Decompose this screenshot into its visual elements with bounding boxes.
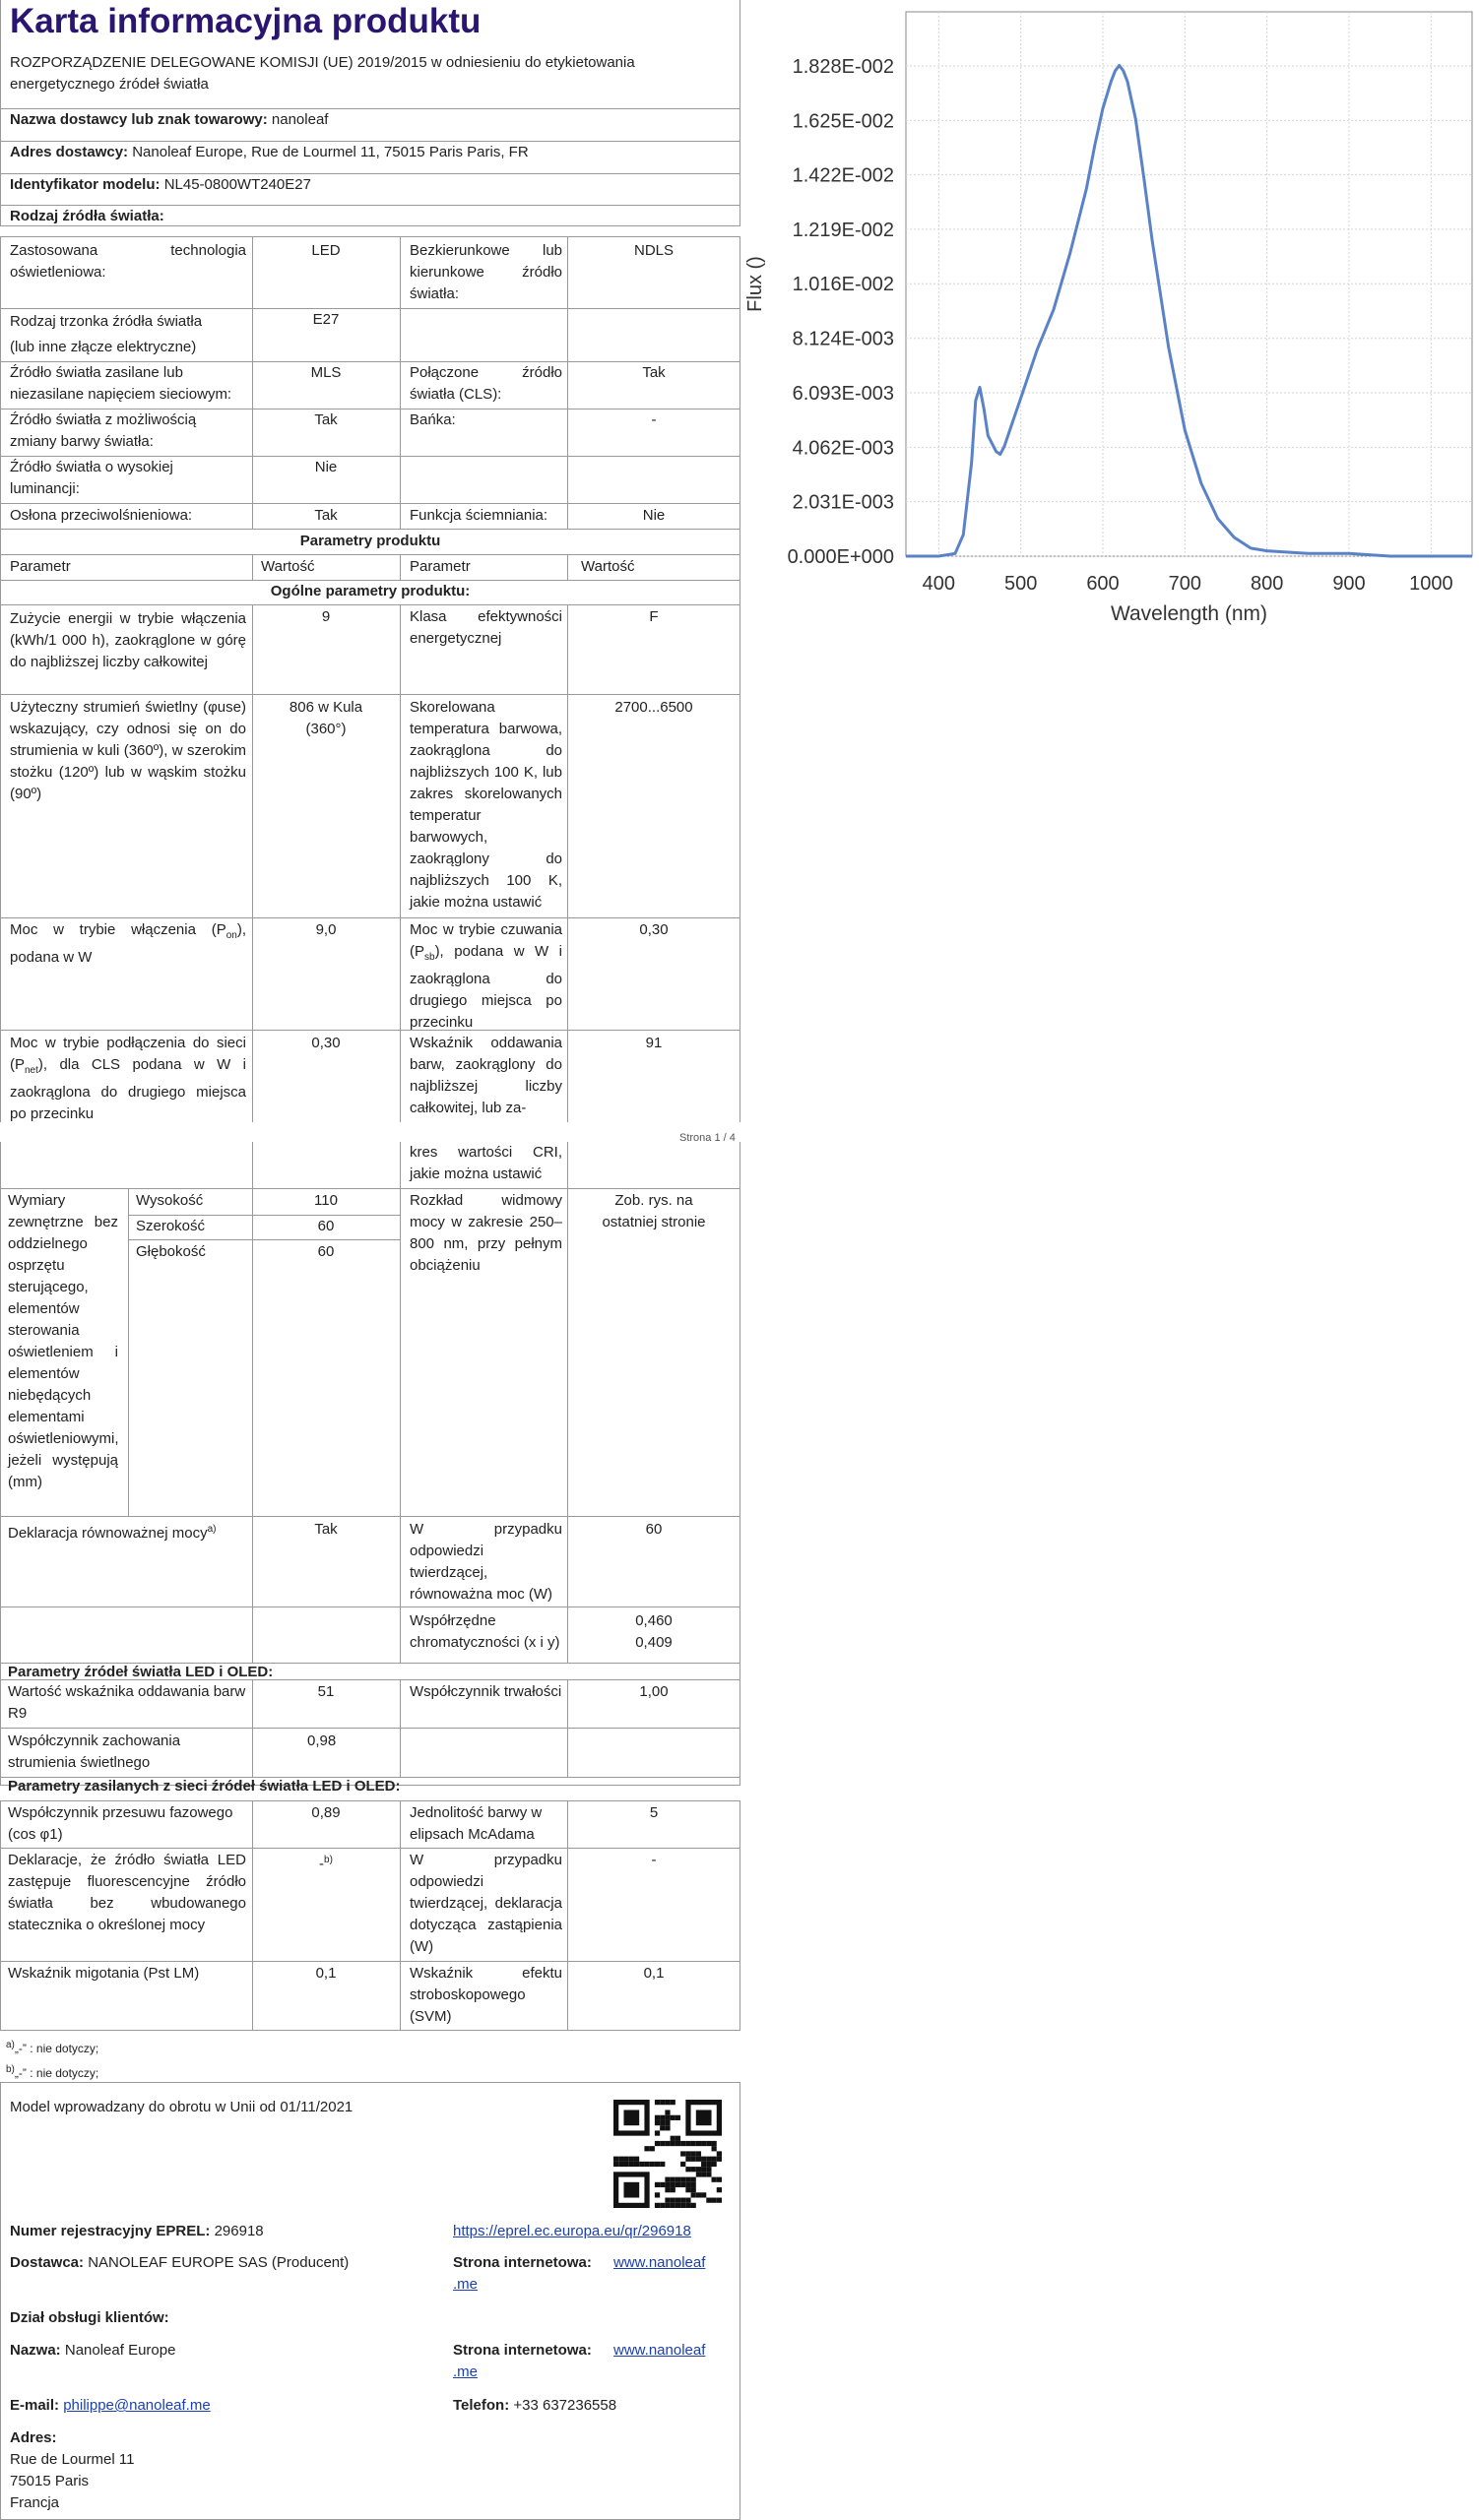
hl-value: Nie: [314, 459, 338, 475]
cap-label-a: Rodzaj trzonka źródła światła: [10, 313, 203, 330]
psb-label: Moc w trybie czuwania $(P_{sb})$, podana w W i zaokrąglona do drugiego miejsca po przecinku: [410, 921, 562, 1031]
equiv-power-value: 60: [645, 1521, 663, 1538]
y-tick-label: 4.062E-003: [792, 437, 894, 460]
eprel-row: Numer rejestracyjny EPREL: 296918: [10, 2223, 264, 2239]
model-value: NL45-0800WT240E27: [163, 176, 311, 193]
y-tick-label: 2.031E-003: [792, 491, 894, 514]
supplier-row: [10, 109, 328, 131]
supplier-footer-row: Dostawca: NANOLEAF EUROPE SAS (Producent): [10, 2254, 350, 2271]
mcadam-value: 5: [649, 1804, 659, 1821]
height-label: Wysokość: [136, 1192, 204, 1209]
spd-value: Zob. rys. na ostatniej stronie: [602, 1192, 706, 1230]
web-label: Strona internetowa:: [453, 2254, 592, 2271]
pnet-label: Moc w trybie podłączenia do sieci $(P_{net})$, dla CLS podana w W i zaokrąglona do drugiego miejsca po przecinku: [10, 1035, 246, 1122]
equiv-label: Deklaracja równoważnej mocy$^{a)}$: [8, 1524, 217, 1542]
energy-value: 9: [321, 608, 331, 625]
pon-label: Moc w trybie włączenia $(P_{on})$, podana w W: [10, 921, 246, 966]
y-tick-label: 1.422E-002: [792, 164, 894, 187]
eprel-link[interactable]: https://eprel.ec.europa.eu/qr/296918: [453, 2223, 691, 2239]
supplier-label: Nazwa dostawcy lub znak towarowy:: [10, 111, 268, 128]
chroma-y: 0,409: [635, 1634, 673, 1651]
qr-code-icon[interactable]: [613, 2100, 722, 2208]
y-tick-label: 1.828E-002: [792, 56, 894, 79]
col-value2: Wartość: [581, 558, 635, 575]
x-tick-label: 700: [1168, 573, 1202, 595]
web-link-2b[interactable]: .me: [453, 2363, 479, 2380]
x-tick-label: 800: [1250, 573, 1284, 595]
r9-value: 51: [317, 1683, 335, 1700]
flux-label: Użyteczny strumień świetlny (φuse) wskazujący, czy odnosi się on do strumienia w kuli (360º), w szerokim stożku (120º) lub w wąskim stożku (90º): [10, 699, 246, 802]
cct-label: Skorelowana temperatura barwowa, zaokrąglona do najbliższych 100 K, lub zakres skorelowanych temperatur barwowych, zaokrąglony do najbliższych 100 K, jakie można ustawić: [410, 699, 562, 911]
led-header: Parametry źródeł światła LED i OLED:: [8, 1664, 274, 1680]
y-axis-label: Flux (): [744, 256, 766, 312]
tunable-label: Źródło światła z możliwością zmiany barwy światła:: [10, 411, 197, 450]
lumen-maint-value: 0,98: [307, 1732, 337, 1749]
footnote-b: $^{b)}$„-” : nie dotyczy;: [6, 2064, 99, 2080]
chroma-x: 0,460: [635, 1612, 673, 1629]
height-value: 110: [314, 1192, 338, 1209]
class-label: Klasa efektywności energetycznej: [410, 608, 562, 647]
equiv-value: Tak: [314, 1521, 338, 1538]
survival-value: 1,00: [639, 1683, 669, 1700]
dimming-value: Nie: [642, 507, 666, 524]
y-tick-label: 1.219E-002: [792, 219, 894, 241]
mains-label: Źródło światła zasilane lub niezasilane napięciem sieciowym:: [10, 364, 232, 403]
tech-label: Zastosowana technologia oświetleniowa:: [10, 242, 246, 281]
envelope-value: -: [651, 411, 657, 428]
regulation-text: ROZPORZĄDZENIE DELEGOWANE KOMISJI (UE) 2019/2015 w odniesieniu do etykietowania energetycznego źródeł światła: [10, 54, 635, 93]
x-tick-label: 900: [1332, 573, 1366, 595]
survival-label: Współczynnik trwałości: [410, 1683, 562, 1700]
replacement-value: -: [651, 1852, 657, 1868]
tech-value: LED: [311, 242, 341, 259]
width-value: 60: [317, 1218, 335, 1234]
address-label-footer: Adres:: [10, 2429, 57, 2446]
pst-label: Wskaźnik migotania (Pst LM): [8, 1965, 200, 1982]
svm-label: Wskaźnik efektu stroboskopowego (SVM): [410, 1965, 562, 2025]
cosphi-label: Współczynnik przesuwu fazowego (cos φ1): [8, 1804, 233, 1843]
page-title: Karta informacyjna produktu: [10, 2, 482, 40]
spectrum-chart: [743, 0, 1479, 640]
cap-value: E27: [312, 311, 340, 328]
pst-value: 0,1: [315, 1965, 337, 1982]
address-row: [10, 142, 529, 163]
mains-header: Parametry zasilanych z sieci źródeł światła LED i OLED:: [8, 1778, 401, 1795]
cs-name-row: Nazwa: Nanoleaf Europe: [10, 2342, 176, 2359]
cls-value: Tak: [642, 364, 666, 381]
x-tick-label: 500: [1003, 573, 1038, 595]
flux-value: 806 w Kula (360°): [289, 699, 363, 737]
email-row: E-mail: philippe@nanoleaf.me: [10, 2397, 211, 2414]
cct-value: 2700...6500: [614, 699, 693, 716]
depth-label: Głębokość: [136, 1243, 206, 1260]
width-label: Szerokość: [136, 1218, 206, 1234]
customer-service-header: Dział obsługi klientów:: [10, 2309, 169, 2326]
fluorescent-label: Deklaracje, że źródło światła LED zastępuje fluorescencyjne źródło światła bez wbudowanego statecznika o określonej mocy: [8, 1852, 246, 1933]
model-label: Identyfikator modelu:: [10, 176, 161, 193]
spd-label: Rozkład widmowy mocy w zakresie 250–800 nm, przy pełnym obciążeniu: [410, 1192, 562, 1274]
class-value: F: [649, 608, 659, 625]
source-type-header: Rodzaj źródła światła:: [10, 208, 164, 224]
energy-label: Zużycie energii w trybie włączenia (kWh/1 000 h), zaokrąglone w górę do najbliższej liczby całkowitej: [10, 610, 246, 670]
page-number: Strona 1 / 4: [679, 1132, 736, 1144]
glare-label: Osłona przeciwolśnieniowa:: [10, 507, 193, 524]
hl-label: Źródło światła o wysokiej luminancji:: [10, 459, 173, 497]
y-tick-label: 8.124E-003: [792, 328, 894, 350]
directional-value: NDLS: [633, 242, 674, 259]
glare-value: Tak: [314, 507, 338, 524]
web-link-1b[interactable]: .me: [453, 2276, 479, 2293]
x-tick-label: 400: [922, 573, 956, 595]
mains-value: MLS: [310, 364, 342, 381]
address-value: Nanoleaf Europe, Rue de Lourmel 11, 75015 Paris Paris, FR: [132, 144, 529, 160]
x-axis-label: Wavelength (nm): [1110, 602, 1268, 625]
cls-label: Połączone źródło światła (CLS):: [410, 364, 562, 403]
dimming-label: Funkcja ściemniania:: [410, 507, 548, 524]
depth-value: 60: [317, 1243, 335, 1260]
col-value: Wartość: [261, 558, 315, 575]
cri-label-1: Wskaźnik oddawania barw, zaokrąglony do najbliższej liczby całkowitej, lub za-: [410, 1035, 562, 1116]
address-line-2: 75015 Paris: [10, 2473, 90, 2489]
x-tick-label: 600: [1086, 573, 1120, 595]
mcadam-label: Jednolitość barwy w elipsach McAdama: [410, 1804, 543, 1843]
web2-label: Strona internetowa:: [453, 2342, 592, 2359]
y-tick-label: 0.000E+000: [787, 546, 894, 568]
cosphi-value: 0,89: [311, 1804, 341, 1821]
equiv-power-label: W przypadku odpowiedzi twierdzącej, równoważna moc (W): [410, 1521, 562, 1603]
directional-label: Bezkierunkowe lub kierunkowe źródło światła:: [410, 242, 562, 302]
pon-value: 9,0: [315, 921, 337, 938]
web-link-2[interactable]: www.nanoleaf: [613, 2342, 706, 2359]
col-param2: Parametr: [410, 558, 471, 575]
y-tick-label: 1.625E-002: [792, 110, 894, 133]
email-link[interactable]: philippe@nanoleaf.me: [63, 2397, 211, 2414]
cri-label-2: kres wartości CRI, jakie można ustawić: [410, 1144, 562, 1182]
cap-label-b: (lub inne złącze elektryczne): [10, 339, 197, 355]
x-tick-label: 1000: [1409, 573, 1453, 595]
pnet-value: 0,30: [311, 1035, 341, 1051]
psb-value: 0,30: [639, 921, 669, 938]
phone-row: Telefon: +33 637236558: [453, 2397, 617, 2414]
cri-value: 91: [645, 1035, 663, 1051]
address-label: Adres dostawcy:: [10, 144, 129, 160]
product-params-header: Parametry produktu: [299, 533, 441, 549]
tunable-value: Tak: [314, 411, 338, 428]
supplier-value: nanoleaf: [271, 111, 329, 128]
market-intro: Model wprowadzany do obrotu w Unii od 01/11/2021: [10, 2099, 354, 2115]
fluorescent-value: -$^{b)}$: [319, 1855, 333, 1872]
envelope-label: Bańka:: [410, 411, 456, 428]
chroma-label: Współrzędne chromatyczności (x i y): [410, 1612, 560, 1651]
model-row: [10, 174, 311, 196]
address-line-3: Francja: [10, 2494, 60, 2511]
general-header: Ogólne parametry produktu:: [270, 583, 471, 599]
y-tick-label: 1.016E-002: [792, 274, 894, 296]
lumen-maint-label: Współczynnik zachowania strumienia świetlnego: [8, 1732, 181, 1771]
dims-label: Wymiary zewnętrzne bez oddzielnego osprzętu sterującego, elementów sterowania oświetleniem i elementów niebędących elementami oświetleniowymi, jeżeli występują (mm): [8, 1192, 119, 1490]
footnote-a: $^{a)}$„-” : nie dotyczy;: [6, 2040, 99, 2055]
r9-label: Wartość wskaźnika oddawania barw R9: [8, 1683, 246, 1722]
y-tick-label: 6.093E-003: [792, 383, 894, 406]
svm-value: 0,1: [643, 1965, 665, 1982]
replacement-label: W przypadku odpowiedzi twierdzącej, deklaracja dotycząca zastąpienia (W): [410, 1852, 562, 1955]
col-param: Parametr: [10, 558, 71, 575]
web-link-1[interactable]: www.nanoleaf: [613, 2254, 706, 2271]
address-line-1: Rue de Lourmel 11: [10, 2451, 135, 2468]
